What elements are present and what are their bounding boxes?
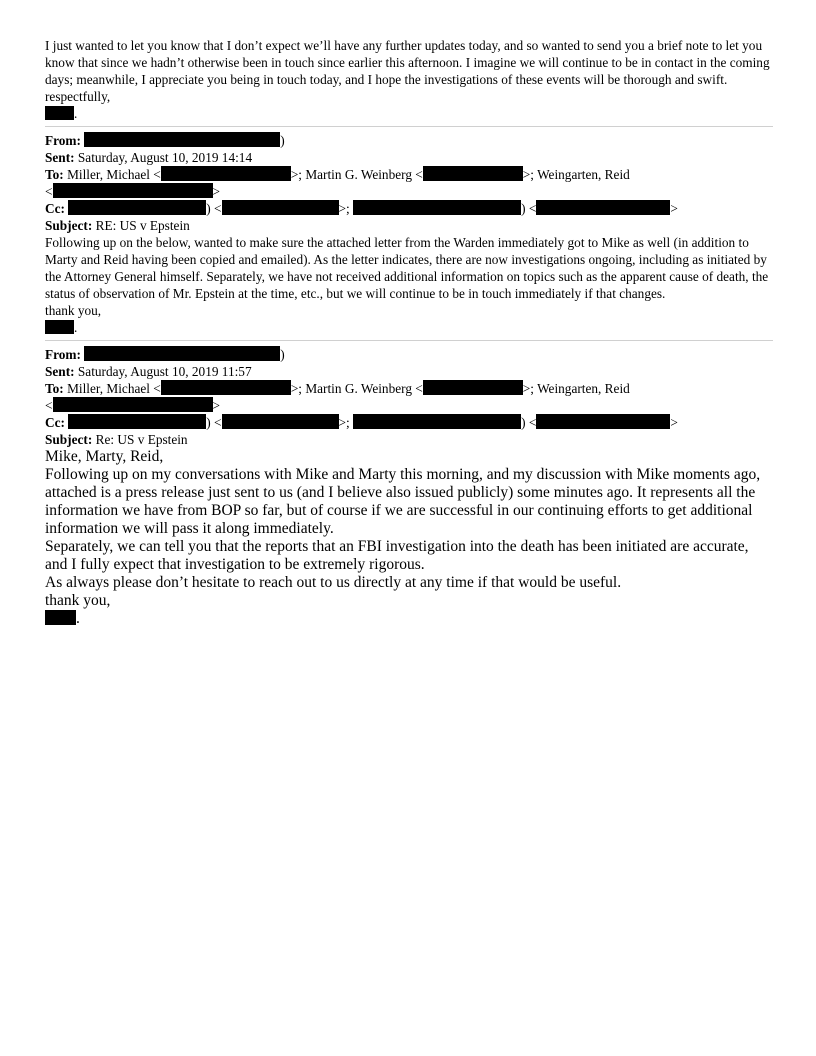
sent-value: Saturday, August 10, 2019 14:14 bbox=[77, 150, 253, 165]
message-paragraph-1: Following up on my conversations with Mike and Marty this morning, and my discussion with Mike moments ago, attached is a press release just sent to us (and I believe also issued publicly) some minutes ago. It represents all the information we have from BOP so far, but of course if we are successful in our continuing efforts to get additional information we will pass it along immediately. bbox=[45, 466, 761, 537]
redaction-block bbox=[423, 166, 523, 181]
message-closing: thank you, bbox=[45, 592, 111, 609]
redaction-block bbox=[222, 414, 339, 429]
from-label: From: bbox=[45, 133, 81, 148]
message-closing: respectfully, bbox=[45, 89, 111, 104]
cc-label: Cc: bbox=[45, 415, 65, 430]
message-body: I just wanted to let you know that I don’t expect we’ll have any further updates today, and so wanted to send you a brief note to let you know that since we hadn’t otherwise been in touch since earlier this afternoon. I imagine we will continue to be in contact in the coming days; meanwhile, I appreciate you being in touch today, and I hope the investigations of these events will be thorough and swift. bbox=[45, 38, 770, 87]
message-2 bbox=[45, 132, 773, 336]
redaction-block bbox=[423, 380, 523, 395]
redaction-block bbox=[45, 610, 76, 625]
cc-label: Cc: bbox=[45, 201, 65, 216]
sent-value: Saturday, August 10, 2019 11:57 bbox=[77, 364, 252, 379]
signature: . bbox=[45, 610, 773, 628]
redaction-block bbox=[84, 346, 280, 361]
email-thread bbox=[45, 37, 773, 628]
sent-label: Sent: bbox=[45, 364, 75, 379]
subject-value: RE: US v Epstein bbox=[95, 218, 190, 233]
to-label: To: bbox=[45, 167, 64, 182]
to-label: To: bbox=[45, 381, 64, 396]
redaction-block bbox=[53, 183, 213, 198]
message-greeting: Mike, Marty, Reid, bbox=[45, 448, 164, 465]
redaction-block bbox=[161, 166, 291, 181]
redaction-block bbox=[353, 414, 521, 429]
from-line: From: ) bbox=[45, 347, 285, 362]
message-paragraph-2: Separately, we can tell you that the reports that an FBI investigation into the death has been initiated are accurate, and I fully expect that investigation to be extremely rigorous. bbox=[45, 538, 749, 573]
signature: . bbox=[45, 319, 773, 336]
message-paragraph-3: As always please don’t hesitate to reach out to us directly at any time if that would be useful. bbox=[45, 574, 622, 591]
redaction-block bbox=[222, 200, 339, 215]
message-3 bbox=[45, 346, 773, 628]
redaction-block bbox=[353, 200, 521, 215]
from-line: From: ) bbox=[45, 133, 285, 148]
redaction-block bbox=[536, 200, 670, 215]
sent-label: Sent: bbox=[45, 150, 75, 165]
subject-label: Subject: bbox=[45, 432, 93, 447]
redaction-block bbox=[68, 414, 206, 429]
subject-value: Re: US v Epstein bbox=[95, 432, 188, 447]
cc-line: Cc: ) < >; ) < > bbox=[45, 415, 678, 430]
subject-label: Subject: bbox=[45, 218, 93, 233]
redaction-block bbox=[45, 320, 74, 334]
cc-line: Cc: ) < >; ) < > bbox=[45, 201, 678, 216]
message-closing: thank you, bbox=[45, 303, 102, 318]
message-divider bbox=[45, 340, 773, 341]
subject-line bbox=[45, 431, 773, 448]
message-1 bbox=[45, 37, 773, 122]
redaction-block bbox=[53, 397, 213, 412]
to-line: To: Miller, Michael < >; Martin G. Weinberg < >; Weingarten, Reid bbox=[45, 167, 630, 182]
redaction-block bbox=[45, 106, 74, 120]
to-line-cont: < > bbox=[45, 184, 220, 199]
sent-line bbox=[45, 149, 773, 166]
to-line: To: Miller, Michael < >; Martin G. Weinberg < >; Weingarten, Reid bbox=[45, 381, 630, 396]
from-label: From: bbox=[45, 347, 81, 362]
redaction-block bbox=[161, 380, 291, 395]
redaction-block bbox=[68, 200, 206, 215]
redaction-block bbox=[84, 132, 280, 147]
sent-line bbox=[45, 363, 773, 380]
redaction-block bbox=[536, 414, 670, 429]
signature: . bbox=[45, 105, 773, 122]
message-divider bbox=[45, 126, 773, 127]
to-line-cont: < > bbox=[45, 398, 220, 413]
message-body: Following up on the below, wanted to make sure the attached letter from the Warden immediately got to Mike as well (in addition to Marty and Reid having been copied and emailed). As the letter indicates, there are now investigations ongoing, including as initiated by the Attorney General himself. Separately, we have not received additional information on topics such as the apparent cause of death, the status of observation of Mr. Epstein at the time, etc., but we will continue to be in touch immediately if that changes. bbox=[45, 235, 769, 301]
subject-line bbox=[45, 217, 773, 234]
